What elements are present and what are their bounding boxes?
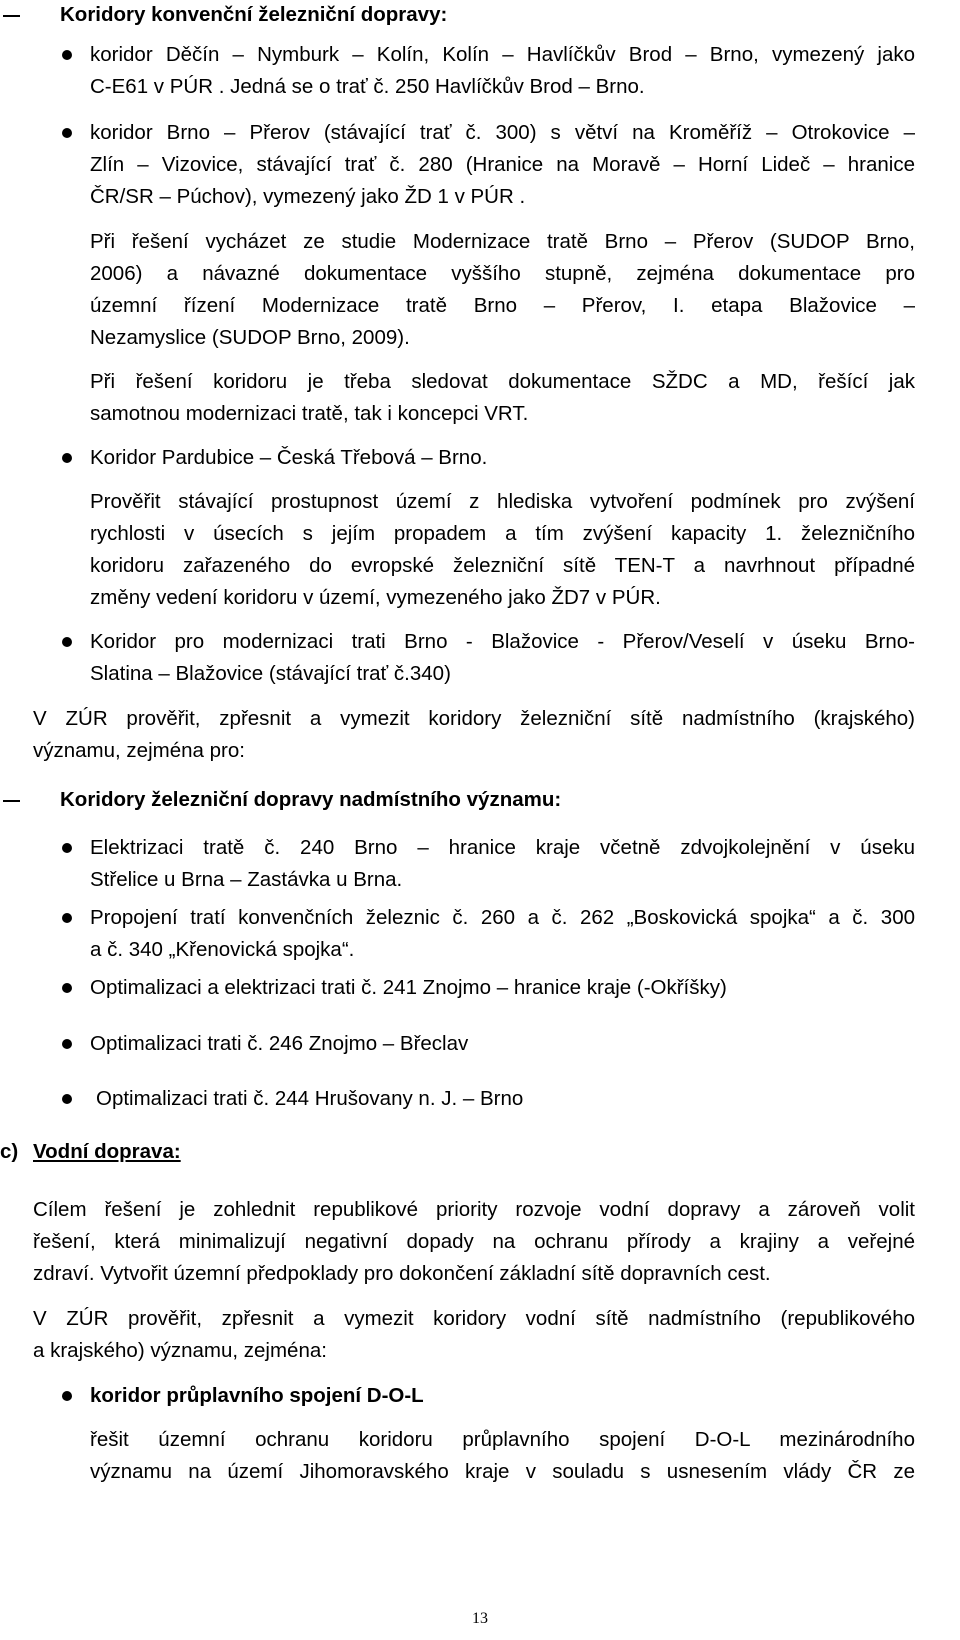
list-item-text: Koridor Pardubice – Česká Třebová – Brno. xyxy=(90,446,488,469)
list-item-text: ČR/SR – Púchov), vymezený jako ŽD 1 v PÚR . xyxy=(90,185,526,208)
list-item-text: Optimalizaci trati č. 244 Hrušovany n. J. – Brno xyxy=(96,1087,524,1110)
list-item-text: Koridor pro modernizaci trati Brno - Blažovice - Přerov/Veselí v úseku Brno- xyxy=(90,630,915,653)
paragraph-line: Prověřit stávající prostupnost území z hlediska vytvoření podmínek pro zvýšení xyxy=(90,490,915,513)
paragraph-line: zdraví. Vytvořit územní předpoklady pro dokončení základní sítě dopravních cest. xyxy=(33,1262,771,1285)
paragraph-line: samotnou modernizaci tratě, tak i koncepci VRT. xyxy=(90,402,529,425)
bullet-icon xyxy=(62,983,72,993)
page-number: 13 xyxy=(472,1610,488,1627)
paragraph-line: Při řešení koridoru je třeba sledovat dokumentace SŽDC a MD, řešící jak xyxy=(90,370,915,393)
paragraph-line: Cílem řešení je zohlednit republikové priority rozvoje vodní dopravy a zároveň volit xyxy=(33,1198,915,1221)
list-item-text: Elektrizaci tratě č. 240 Brno – hranice kraje včetně zdvojkolejnění v úseku xyxy=(90,836,915,859)
section-heading-regional: Koridory železniční dopravy nadmístního významu: xyxy=(60,788,562,811)
paragraph-line: územní řízení Modernizace tratě Brno – Přerov, I. etapa Blažovice – xyxy=(90,294,915,317)
list-item-text: Střelice u Brna – Zastávka u Brna. xyxy=(90,868,403,891)
paragraph-line: Při řešení vycházet ze studie Modernizace tratě Brno – Přerov (SUDOP Brno, xyxy=(90,230,915,253)
list-item-text: Optimalizaci a elektrizaci trati č. 241 Znojmo – hranice kraje (-Okříšky) xyxy=(90,976,727,999)
list-item-text: C-E61 v PÚR . Jedná se o trať č. 250 Havlíčkův Brod – Brno. xyxy=(90,75,645,98)
bullet-icon xyxy=(62,50,72,60)
list-item-text: koridor Děčín – Nymburk – Kolín, Kolín – Havlíčkův Brod – Brno, vymezený jako xyxy=(90,43,915,66)
section-heading-water: Vodní doprava: xyxy=(33,1140,181,1163)
list-item-text: Propojení tratí konvenčních železnic č. 260 a č. 262 „Boskovická spojka“ a č. 300 xyxy=(90,906,915,929)
paragraph-line: a krajského) významu, zejména: xyxy=(33,1339,327,1362)
paragraph-line: změny vedení koridoru v území, vymezeného jako ŽD7 v PÚR. xyxy=(90,586,661,609)
list-item-text: a č. 340 „Křenovická spojka“. xyxy=(90,938,355,961)
list-item-text: Slatina – Blažovice (stávající trať č.340) xyxy=(90,662,451,685)
bullet-icon xyxy=(62,843,72,853)
paragraph-line: koridoru zařazeného do evropské železniční sítě TEN-T a navrhnout případné xyxy=(90,554,915,577)
paragraph-line: významu, zejména pro: xyxy=(33,739,245,762)
bullet-icon xyxy=(62,1391,72,1401)
list-item-heading: koridor průplavního spojení D-O-L xyxy=(90,1384,424,1407)
paragraph-line: Nezamyslice (SUDOP Brno, 2009). xyxy=(90,326,410,349)
paragraph-line: řešení, která minimalizují negativní dopady na ochranu přírody a krajiny a veřejné xyxy=(33,1230,915,1253)
bullet-icon xyxy=(62,1094,72,1104)
paragraph-line: rychlosti v úsecích s jejím propadem a tím zvýšení kapacity 1. železničního xyxy=(90,522,915,545)
dash-marker xyxy=(3,800,20,802)
bullet-icon xyxy=(62,913,72,923)
dash-marker xyxy=(3,15,20,17)
bullet-icon xyxy=(62,637,72,647)
paragraph-line: významu na území Jihomoravského kraje v souladu s usnesením vlády ČR ze xyxy=(90,1460,915,1483)
section-letter: c) xyxy=(0,1140,19,1163)
list-item-text: koridor Brno – Přerov (stávající trať č. 300) s větví na Kroměříž – Otrokovice – xyxy=(90,121,915,144)
bullet-icon xyxy=(62,128,72,138)
list-item-text: Optimalizaci trati č. 246 Znojmo – Břeclav xyxy=(90,1032,469,1055)
paragraph-line: V ZÚR prověřit, zpřesnit a vymezit koridory železniční sítě nadmístního (krajského) xyxy=(33,707,915,730)
list-item-text: Zlín – Vizovice, stávající trať č. 280 (Hranice na Moravě – Horní Lideč – hranice xyxy=(90,153,915,176)
paragraph-line: 2006) a návazné dokumentace vyššího stupně, zejména dokumentace pro xyxy=(90,262,915,285)
bullet-icon xyxy=(62,453,72,463)
bullet-icon xyxy=(62,1039,72,1049)
paragraph-line: V ZÚR prověřit, zpřesnit a vymezit koridory vodní sítě nadmístního (republikového xyxy=(33,1307,915,1330)
paragraph-line: řešit územní ochranu koridoru průplavního spojení D-O-L mezinárodního xyxy=(90,1428,915,1451)
section-heading-conventional: Koridory konvenční železniční dopravy: xyxy=(60,3,448,26)
